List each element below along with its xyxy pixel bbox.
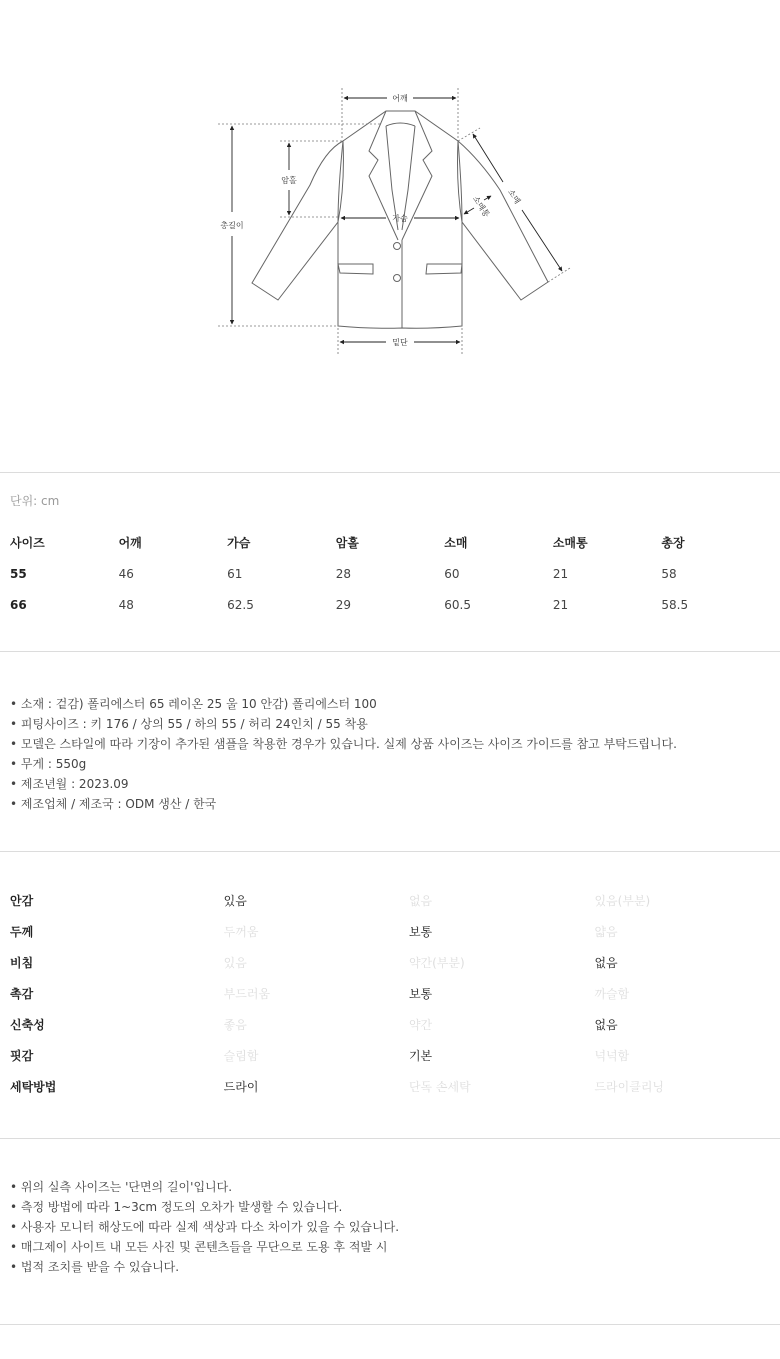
table-row — [10, 558, 770, 589]
attribute-option: 있음(부분) — [594, 894, 651, 908]
unit-label: 단위: cm — [10, 494, 60, 508]
cell-sleeve-width: 21 — [552, 597, 569, 612]
attribute-label: 두께 — [10, 925, 34, 939]
list-item: • 매그제이 사이트 내 모든 사진 및 콘텐츠들을 무단으로 도용 후 적발 시 — [10, 1240, 388, 1254]
attribute-label: 핏감 — [10, 1049, 34, 1063]
list-item: • 모델은 스타일에 따라 기장이 추가된 샘플을 착용한 경우가 있습니다. 실제 상품 사이즈는 사이즈 가이드를 참고 부탁드립니다. — [10, 737, 677, 751]
attribute-option: 넉넉함 — [594, 1049, 630, 1063]
label-sleeve-width: 소매통 — [471, 194, 492, 219]
attribute-row — [10, 978, 780, 1009]
section-divider — [0, 472, 780, 473]
cell-chest: 62.5 — [227, 597, 254, 612]
attribute-option: 부드러움 — [223, 987, 271, 1001]
cell-armhole: 29 — [335, 597, 351, 612]
list-item: • 피팅사이즈 : 키 176 / 상의 55 / 하의 55 / 허리 24인치 / 55 착용 — [10, 717, 368, 731]
attribute-option: 약간(부분) — [408, 956, 465, 970]
label-shoulder: 어깨 — [392, 94, 408, 103]
jacket-measurement-diagram — [0, 0, 780, 472]
attribute-option-selected: 없음 — [594, 956, 618, 970]
attribute-option-selected: 드라이 — [223, 1080, 259, 1094]
header-chest: 가슴 — [227, 536, 251, 550]
attribute-option: 얇음 — [594, 925, 618, 939]
attribute-row — [10, 1071, 780, 1102]
label-hem: 밑단 — [392, 338, 408, 347]
size-table-header — [10, 527, 770, 558]
attribute-option: 슬림함 — [223, 1049, 259, 1063]
list-item: • 제조년월 : 2023.09 — [10, 777, 129, 791]
attribute-label: 안감 — [10, 894, 34, 908]
cell-shoulder: 46 — [118, 566, 134, 581]
list-item: • 제조업체 / 제조국 : ODM 생산 / 한국 — [10, 797, 217, 811]
label-sleeve: 소매 — [506, 187, 523, 206]
cell-total-length: 58 — [661, 566, 677, 581]
attribute-option: 좋음 — [223, 1018, 247, 1032]
attribute-label: 세탁방법 — [10, 1080, 57, 1094]
cell-shoulder: 48 — [118, 597, 134, 612]
size-table — [10, 527, 770, 620]
attribute-option: 있음 — [223, 956, 247, 970]
label-armhole: 암홀 — [281, 176, 297, 185]
cell-total-length: 58.5 — [661, 597, 689, 612]
attribute-row — [10, 885, 780, 916]
attribute-option-selected: 있음 — [223, 894, 247, 908]
header-total-length: 총장 — [661, 536, 685, 550]
attribute-option-selected: 없음 — [594, 1018, 618, 1032]
attribute-option: 약간 — [408, 1018, 433, 1032]
label-length: 총길이 — [220, 221, 244, 230]
cell-sleeve: 60.5 — [444, 597, 471, 612]
attribute-option: 두꺼움 — [223, 925, 259, 939]
attribute-row — [10, 1040, 780, 1071]
attribute-option: 단독 손세탁 — [408, 1080, 471, 1094]
header-armhole: 암홀 — [335, 536, 359, 550]
cell-chest: 61 — [227, 566, 243, 581]
list-item: • 소재 : 겉감) 폴리에스터 65 레이온 25 울 10 안감) 폴리에스터 100 — [10, 697, 377, 711]
header-sleeve-width: 소매통 — [552, 536, 588, 550]
cell-size: 55 — [10, 566, 27, 581]
attribute-option: 까슬함 — [594, 987, 630, 1001]
list-item: • 측정 방법에 따라 1~3cm 정도의 오차가 발생할 수 있습니다. — [10, 1200, 343, 1214]
list-item: • 위의 실측 사이즈는 '단면의 길이'입니다. — [10, 1180, 233, 1194]
list-item: • 법적 조치를 받을 수 있습니다. — [10, 1260, 180, 1274]
product-info-list — [10, 694, 677, 814]
attribute-option-selected: 보통 — [408, 925, 433, 939]
cell-armhole: 28 — [335, 566, 351, 581]
section-divider — [0, 1138, 780, 1139]
section-divider — [0, 851, 780, 852]
cell-sleeve: 60 — [444, 566, 460, 581]
list-item: • 무게 : 550g — [10, 757, 87, 771]
header-sleeve: 소매 — [444, 536, 468, 550]
attribute-row — [10, 1009, 780, 1040]
header-size: 사이즈 — [10, 536, 45, 550]
attribute-option: 없음 — [408, 894, 433, 908]
section-divider — [0, 1324, 780, 1325]
section-divider — [0, 651, 780, 652]
table-row — [10, 589, 770, 620]
attribute-label: 신축성 — [10, 1018, 45, 1032]
label-chest: 가슴 — [392, 214, 408, 223]
cell-size: 66 — [10, 597, 27, 612]
attribute-row — [10, 916, 780, 947]
list-item: • 사용자 모니터 해상도에 따라 실제 색상과 다소 차이가 있을 수 있습니다. — [10, 1220, 400, 1234]
header-shoulder: 어깨 — [118, 536, 142, 550]
attribute-row — [10, 947, 780, 978]
attribute-label: 비침 — [10, 956, 34, 970]
jacket-diagram-svg — [0, 0, 780, 472]
attribute-option-selected: 기본 — [408, 1049, 433, 1063]
attribute-option: 드라이클리닝 — [594, 1080, 665, 1094]
notice-list — [10, 1177, 399, 1277]
cell-sleeve-width: 21 — [552, 566, 569, 581]
attribute-label: 촉감 — [10, 987, 34, 1001]
attribute-option-selected: 보통 — [408, 987, 433, 1001]
product-attributes-table — [10, 885, 780, 1102]
